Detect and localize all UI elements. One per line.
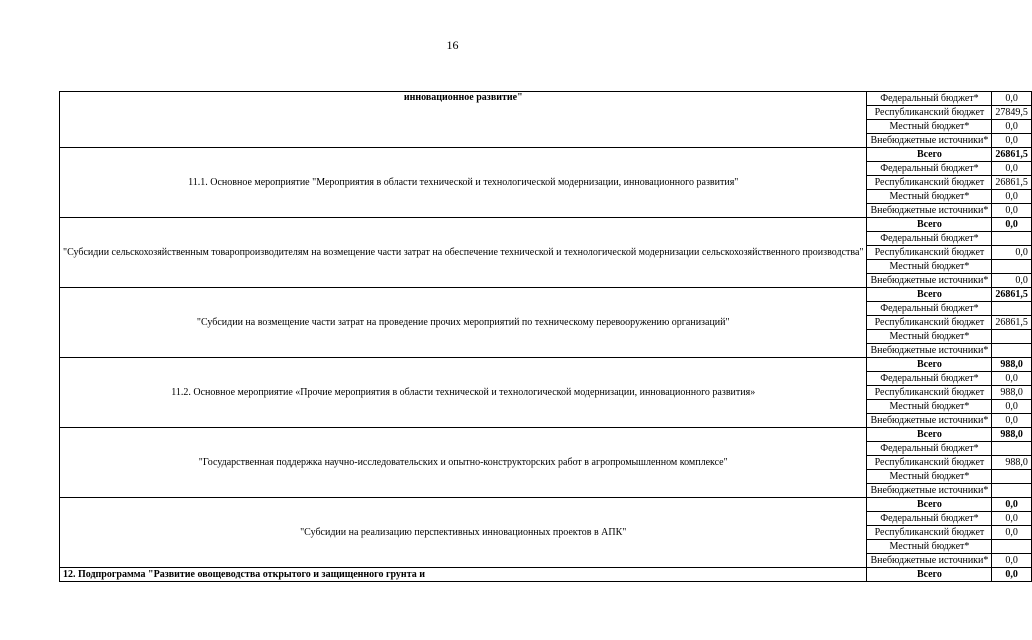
amount-cell: 27849,5 (992, 106, 1032, 120)
activity-name-cell: 11.2. Основное мероприятие «Прочие мероприятия в области технической и технологической модернизации, инновационного развития» (60, 358, 867, 428)
amount-cell: 26861,5 (992, 316, 1032, 330)
funding-source-cell: Местный бюджет* (867, 190, 992, 204)
amount-cell: 26861,5 (992, 148, 1032, 162)
amount-cell (992, 330, 1032, 344)
activity-name-cell: инновационное развитие" (60, 92, 867, 148)
activity-name-cell: "Субсидии на реализацию перспективных инновационных проектов в АПК" (60, 498, 867, 568)
funding-source-cell: Республиканский бюджет (867, 106, 992, 120)
amount-cell (992, 260, 1032, 274)
funding-source-cell: Федеральный бюджет* (867, 302, 992, 316)
table-row (60, 92, 1032, 106)
funding-source-cell: Местный бюджет* (867, 260, 992, 274)
funding-source-cell: Всего (867, 148, 992, 162)
amount-cell: 0,0 (992, 372, 1032, 386)
activity-name-cell: "Субсидии сельскохозяйственным товаропроизводителям на возмещение части затрат на обеспечение технической и технологической модернизации сельскохозяйственного производства" (60, 218, 867, 288)
amount-cell: 0,0 (992, 120, 1032, 134)
funding-source-cell: Республиканский бюджет (867, 176, 992, 190)
funding-source-cell: Всего (867, 288, 992, 302)
funding-source-cell: Всего (867, 568, 992, 582)
funding-source-cell: Всего (867, 428, 992, 442)
amount-cell: 0,0 (992, 218, 1032, 232)
funding-source-cell: Республиканский бюджет (867, 246, 992, 260)
table-row (60, 218, 1032, 232)
amount-cell: 0,0 (992, 400, 1032, 414)
activity-name-cell: "Государственная поддержка научно-исследовательских и опытно-конструкторских работ в агропромышленном комплексе" (60, 428, 867, 498)
funding-source-cell: Федеральный бюджет* (867, 442, 992, 456)
amount-cell: 988,0 (992, 456, 1032, 470)
funding-source-cell: Внебюджетные источники* (867, 204, 992, 218)
amount-cell: 0,0 (992, 162, 1032, 176)
funding-source-cell: Внебюджетные источники* (867, 274, 992, 288)
amount-cell: 0,0 (992, 554, 1032, 568)
amount-cell (992, 484, 1032, 498)
funding-source-cell: Федеральный бюджет* (867, 512, 992, 526)
activity-name-cell: "Субсидии на возмещение части затрат на проведение прочих мероприятий по техническому перевооружению организаций" (60, 288, 867, 358)
amount-cell: 988,0 (992, 358, 1032, 372)
funding-source-cell: Республиканский бюджет (867, 316, 992, 330)
funding-source-cell: Республиканский бюджет (867, 526, 992, 540)
amount-cell: 0,0 (992, 414, 1032, 428)
funding-source-cell: Федеральный бюджет* (867, 232, 992, 246)
amount-cell: 26861,5 (992, 288, 1032, 302)
amount-cell (992, 344, 1032, 358)
funding-source-cell: Местный бюджет* (867, 470, 992, 484)
amount-cell: 0,0 (992, 134, 1032, 148)
activity-name-cell: 11.1. Основное мероприятие "Мероприятия в области технической и технологической модернизации, инновационного развития" (60, 148, 867, 218)
amount-cell (992, 470, 1032, 484)
funding-source-cell: Республиканский бюджет (867, 456, 992, 470)
funding-source-cell: Федеральный бюджет* (867, 162, 992, 176)
amount-cell: 988,0 (992, 386, 1032, 400)
table-row (60, 498, 1032, 512)
amount-cell: 0,0 (992, 568, 1032, 582)
funding-source-cell: Внебюджетные источники* (867, 344, 992, 358)
funding-source-cell: Федеральный бюджет* (867, 372, 992, 386)
amount-cell: 0,0 (992, 274, 1032, 288)
funding-source-cell: Всего (867, 498, 992, 512)
budget-table (59, 91, 1032, 582)
amount-cell: 0,0 (992, 498, 1032, 512)
amount-cell (992, 442, 1032, 456)
amount-cell: 0,0 (992, 204, 1032, 218)
funding-source-cell: Внебюджетные источники* (867, 554, 992, 568)
amount-cell: 0,0 (992, 512, 1032, 526)
amount-cell: 0,0 (992, 190, 1032, 204)
table-row (60, 428, 1032, 442)
funding-source-cell: Местный бюджет* (867, 120, 992, 134)
funding-source-cell: Местный бюджет* (867, 540, 992, 554)
amount-cell (992, 232, 1032, 246)
funding-source-cell: Всего (867, 358, 992, 372)
table-row (60, 358, 1032, 372)
funding-source-cell: Федеральный бюджет* (867, 92, 992, 106)
amount-cell: 26861,5 (992, 176, 1032, 190)
funding-source-cell: Республиканский бюджет (867, 386, 992, 400)
amount-cell (992, 540, 1032, 554)
table-row (60, 288, 1032, 302)
amount-cell: 0,0 (992, 526, 1032, 540)
activity-name-cell: 12. Подпрограмма "Развитие овощеводства открытого и защищенного грунта и (60, 568, 867, 582)
amount-cell: 988,0 (992, 428, 1032, 442)
funding-source-cell: Внебюджетные источники* (867, 484, 992, 498)
table-row (60, 148, 1032, 162)
table-row (60, 568, 1032, 582)
amount-cell: 0,0 (992, 246, 1032, 260)
page-number: 16 (446, 38, 459, 52)
amount-cell (992, 302, 1032, 316)
amount-cell: 0,0 (992, 92, 1032, 106)
funding-source-cell: Местный бюджет* (867, 330, 992, 344)
funding-source-cell: Внебюджетные источники* (867, 414, 992, 428)
funding-source-cell: Местный бюджет* (867, 400, 992, 414)
funding-source-cell: Внебюджетные источники* (867, 134, 992, 148)
funding-source-cell: Всего (867, 218, 992, 232)
